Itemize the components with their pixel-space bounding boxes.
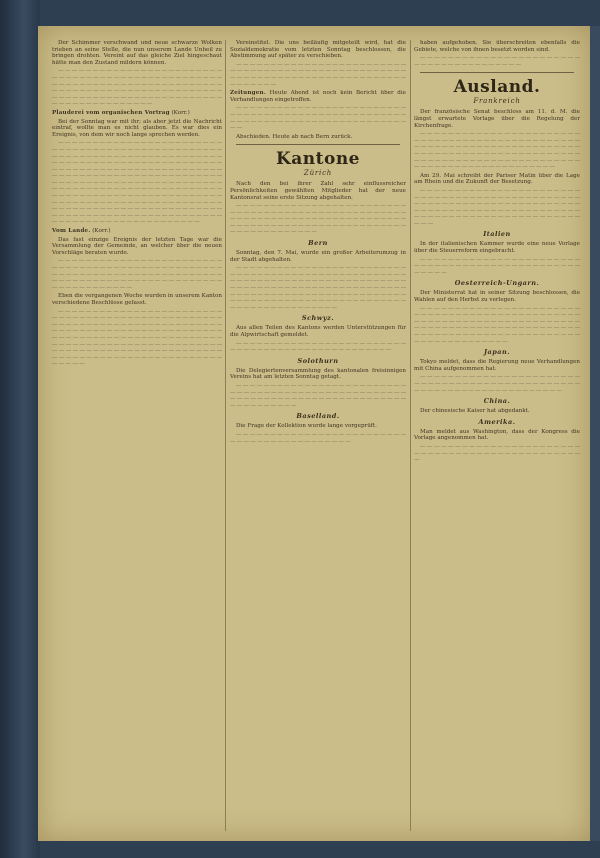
schwyz-text: Aus allen Teilen des Kantons werden Unterstützungen für die Alpwirtschaft gemeldet.: [230, 325, 406, 338]
article-text-filler: — — — — — — — — — — — — — — — — — — — — — — — — — — — — — — — — — — — — — — — — — — — — — — — — — — — — — — — — — — — — — — — — — — — — — — — — — — — — — — — — — — — — — — — — — — — — — — — — — — — — — — — — — — — — — — — — — — — — — — — — — — — — — — — — — — — — —: [414, 305, 580, 345]
article-text-filler: — — — — — — — — — — — — — — — — — — — — — — — — — — — — — — — — — — — — — — — — — — — — — — — —: [414, 443, 580, 464]
china-heading: China.: [483, 397, 511, 406]
abschied-line: Abschieden. Heute ab nach Bern zurück.: [236, 133, 353, 140]
amerika-heading: Amerika.: [478, 417, 516, 426]
column-rule: [410, 40, 411, 831]
feuilleton-text: Bei der Sonntag war mit ihr; als aber jetzt die Nachricht eintraf, wollte man es nicht glauben. Es war dies ein Ereignis, von dem wir noch lange sprechen werden.: [52, 118, 222, 138]
column-rule: [225, 40, 226, 831]
article-text-filler: — — — — — — — — — — — — — — — — — — — — — — — — — — — — — — — — — — — — — — — — — — — — — — — — — — — — — — — — — — — — — — — — — — — — — — — — — — — — — — — — — — — —: [230, 61, 406, 88]
feuilleton-heading: Plauderei vom organischen Vortrag: [52, 109, 170, 116]
section-text: Das fast einzige Ereignis der letzten Tage war die Versammlung der Gemeinde, an welcher über die neuen Vorschläge beraten wurde.: [52, 236, 222, 256]
bern-text: Sonntag, den 7. Mai, wurde ein großer Arbeiterumzug in der Stadt abgehalten.: [230, 250, 406, 263]
article-text-filler: — — — — — — — — — — — — — — — — — — — — — — — — — — — — — — — — — — — — — — — — — — — — — — — — — — — — — — — — — — — — — — — — — — — — — — — — — — — — — — — — — — — — — — — — — — — — — — — — — — — — — — — — — — — — — — — — — — — — — — — — — — — — — — — — — — — — — — — — — — — — — — — — — — — — — — — — — — — — — — — — — — — — — — — — — — — — — — — — — — — — — — — — — — — — — — — — — — — — — — — — — — — —: [52, 308, 222, 368]
tail-text: Eben die vergangenen Woche wurden in unserem Kanton verschiedene Beschlüsse gefasst.: [52, 293, 222, 306]
italien-heading: Italien: [483, 230, 511, 239]
article-text-filler: — — — — — — — — — — — — — — — — — — — — — — — — — — — — — — — — — — — — — — — — — — — — — — — — — — — — — — — — — — — — — — — — — — — — — — — — — — — — — — — — — — — — — — — — — — — — — — — — — — — — — — — — — — — — — — — — — — — —: [230, 203, 406, 236]
japan-text: Tokyo meldet, dass die Regierung neue Verhandlungen mit China aufgenommen hat.: [414, 359, 580, 372]
article-text-filler: — — — — — — — — — — — — — — — — — — — — — — — — — — — — — — — — — — — — — — — — — — — — — — — — —: [230, 340, 406, 354]
article-text-filler: — — — — — — — — — — — — — — — — — — — — — — — — — — — — — — — — — — — — — — — — — — — — — — — — — — — — — — — — — — — — — — — — — — — — — — — — — — — — — — — — — — — — — — — — — — — — — — — — — — — — — — — — — — — — — — — — — — — — — — — — — — — — — — — — — — — — — — — — — — — —: [414, 131, 580, 171]
article-text: haben aufgehoben. Sie überschreiten ebenfalls die Gebiete, welche von ihnen besetzt worden sind.: [414, 40, 580, 53]
feuilleton-byline: (Korr.): [171, 109, 190, 116]
article-text: Der Schimmer verschwand und neue schwarze Wolken trieben an seine Stelle, die nun unserem Lande Unheil zu bringen drohten. Vereint auf das gleiche Ziel hingeschaut hätte man den Zustand mildern können.: [52, 40, 222, 66]
article-text-filler: — — — — — — — — — — — — — — — — — — — — — — — — — — — — — — — — — — — — — — — — — — —: [230, 431, 406, 445]
frankreich-heading: Frankreich: [473, 97, 521, 106]
solothurn-heading: Solothurn: [297, 356, 339, 365]
article-text-filler: — — — — — — — — — — — — — — — — — — — — — — — — — — — — — — — — — — — — — — — — — — — — — — — — — — — — — — — — — — — — — — — — — — — — — — — — — — — — — — — — — — — — — — — — — — — — — — — — — — — — — — — — — — — — — — — — — — — — — — — — — — — — — — — — — — — — — — — — — — —: [52, 68, 222, 108]
frankreich-text: Der französische Senat beschloss am 11. d. M. die längst erwartete Vorlage über die Regelung der Kirchenfrage.: [414, 109, 580, 129]
column-middle: [230, 40, 406, 831]
section-byline: (Korr.): [92, 228, 111, 235]
ausland-heading: Ausland.: [453, 77, 541, 98]
frankreich-text-2: Am 29. Mai schreibt der Pariser Matin über die Lage am Rhein und die Zukunft der Besetzung.: [414, 172, 580, 186]
article-text-filler: — — — — — — — — — — — — — — — — — — — — — — — — — — — — — — — — — — — — — — — — — — — — — — — — — — — — — — — — — — — — — — — — — — — — — — — — — — — — — — — — — — — — — — — — — — — — — — — — — — — — — — — — — — — — — — —: [52, 258, 222, 291]
section-heading-line: [52, 228, 222, 235]
china-line: Der chinesische Kaiser hat abgedankt.: [420, 408, 530, 415]
article-text-filler: — — — — — — — — — — — — — — — — — — — — — — — — — — — — — — — — — — — — — — — — — — — — — — — — — — — — — — — — — — — — — — — — — — — — — — — — — — — — — — — — — — — — — — — — — — — — — — — — — — — — — — — — — — — — — — — — — — — — — — — — — — — — — — — — — — — — — — — — — — — — — — — — — — — — — — — — — — — — — — — — — — — — — — — — — — —: [230, 265, 406, 311]
bern-heading: Bern: [308, 239, 328, 248]
article-text-filler: — — — — — — — — — — — — — — — — — — — — — — — — — — — — — — — — — — — — — — — — — — — — — — — — — — — — — — — — — — — — — — — — — — — — —: [414, 374, 580, 394]
solothurn-text: Die Delegiertenversammlung des kantonalen freisinnigen Vereins hat am letzten Sonntag getagt.: [230, 367, 406, 381]
kantone-subheading: Zürich: [303, 169, 333, 178]
section-divider: [420, 72, 574, 73]
kantone-text: Nach den bei ihrer Zahl sehr einflussreicher Persönlichkeiten gewählten Mitglieder hat der neue Kantonsrat seine erste Sitzung abgehalten.: [230, 181, 406, 201]
amerika-text: Man meldet aus Washington, dass der Kongress die Vorlage angenommen hat.: [414, 428, 580, 442]
article-text-filler: — — — — — — — — — — — — — — — — — — — — — — — — — — — — — — — — — — — — — — —: [414, 55, 580, 68]
baselland-text: Die Frage der Kollektion wurde lange vorgeprüft.: [236, 423, 377, 430]
newspaper-page: [38, 26, 590, 841]
oesterreich-heading: Oesterreich-Ungarn.: [454, 279, 540, 288]
italien-text: In der italienischen Kammer wurde eine neue Vorlage über die Steuerreform eingebracht.: [414, 241, 580, 255]
japan-heading: Japan.: [483, 348, 511, 357]
column-left: [52, 40, 222, 831]
article-text-filler: — — — — — — — — — — — — — — — — — — — — — — — — — — — — — — — — — — — — — — — — — — — — — — — — — — — — — — — — — — — — — — — — — — — — — — — — — — — — — — —: [230, 105, 406, 132]
oesterreich-text: Der Ministerrat hat in seiner Sitzung beschlossen, die Wahlen auf den Herbst zu verlegen.: [414, 290, 580, 304]
article-text-filler: — — — — — — — — — — — — — — — — — — — — — — — — — — — — — — — — — — — — — — — — — — — — — — — — — — — —: [414, 256, 580, 276]
article-text: Vereinstitel. Die uns beiläufig mitgeteilt wird, hat die Sozialdemokratie vom letzten Sonntag beschlossen, die Abstimmung auf später zu verschieben.: [230, 40, 406, 60]
binding-edge: [0, 0, 40, 858]
zeitungen-text: Heute Abend ist noch kein Bericht über die Verhandlungen eingetroffen.: [230, 90, 406, 103]
zeitungen-heading: Zeitungen.: [230, 90, 266, 97]
section-heading: Vom Lande.: [52, 228, 91, 235]
section-divider: [236, 144, 400, 145]
article-text-filler: — — — — — — — — — — — — — — — — — — — — — — — — — — — — — — — — — — — — — — — — — — — — — — — — — — — — — — — — — — — — — — — — — — — — — — — — — — — — — — — — — — — — — — — — — — — — — — — — — — — — — — — — — — — — — — — — — — — — — — — — — — — — — — — — — — — — — — — — — — — — — — — — — — — — — — — — — — — — — — — — — — — — — — — — — — — — — — — — — — — — — — — — — — — — — — — — — — — — — — — — — — — — — — — — — — — — — — — — — — — — — — — — — — — — — — — — — — — — — — — — — — — — — — — — — — — — — — — — — — — — — — — — — — — — — — — — — — — — — — — — — — — — — — — — — — — — — — — — — — — — — — — — — — — — — — — — — — — — — — — — —: [52, 140, 222, 226]
baselland-heading: Baselland.: [296, 412, 340, 421]
article-text-filler: — — — — — — — — — — — — — — — — — — — — — — — — — — — — — — — — — — — — — — — — — — — — — — — — — — — — — — — — — — — — — — — — — — — — — — — — — — — — — — — — — — — — — — —: [230, 382, 406, 409]
article-text-filler: — — — — — — — — — — — — — — — — — — — — — — — — — — — — — — — — — — — — — — — — — — — — — — — — — — — — — — — — — — — — — — — — — — — — — — — — — — — — — — — — — — — — — — — — — — — — — — — — — — — — — — — — — — — — — — — — — — — — — — — — — —: [414, 187, 580, 227]
schwyz-heading: Schwyz.: [301, 314, 335, 323]
kantone-heading: Kantone: [275, 149, 361, 170]
feuilleton-heading-line: [52, 110, 222, 117]
zeitungen-line: [230, 90, 406, 103]
column-right: [414, 40, 580, 831]
